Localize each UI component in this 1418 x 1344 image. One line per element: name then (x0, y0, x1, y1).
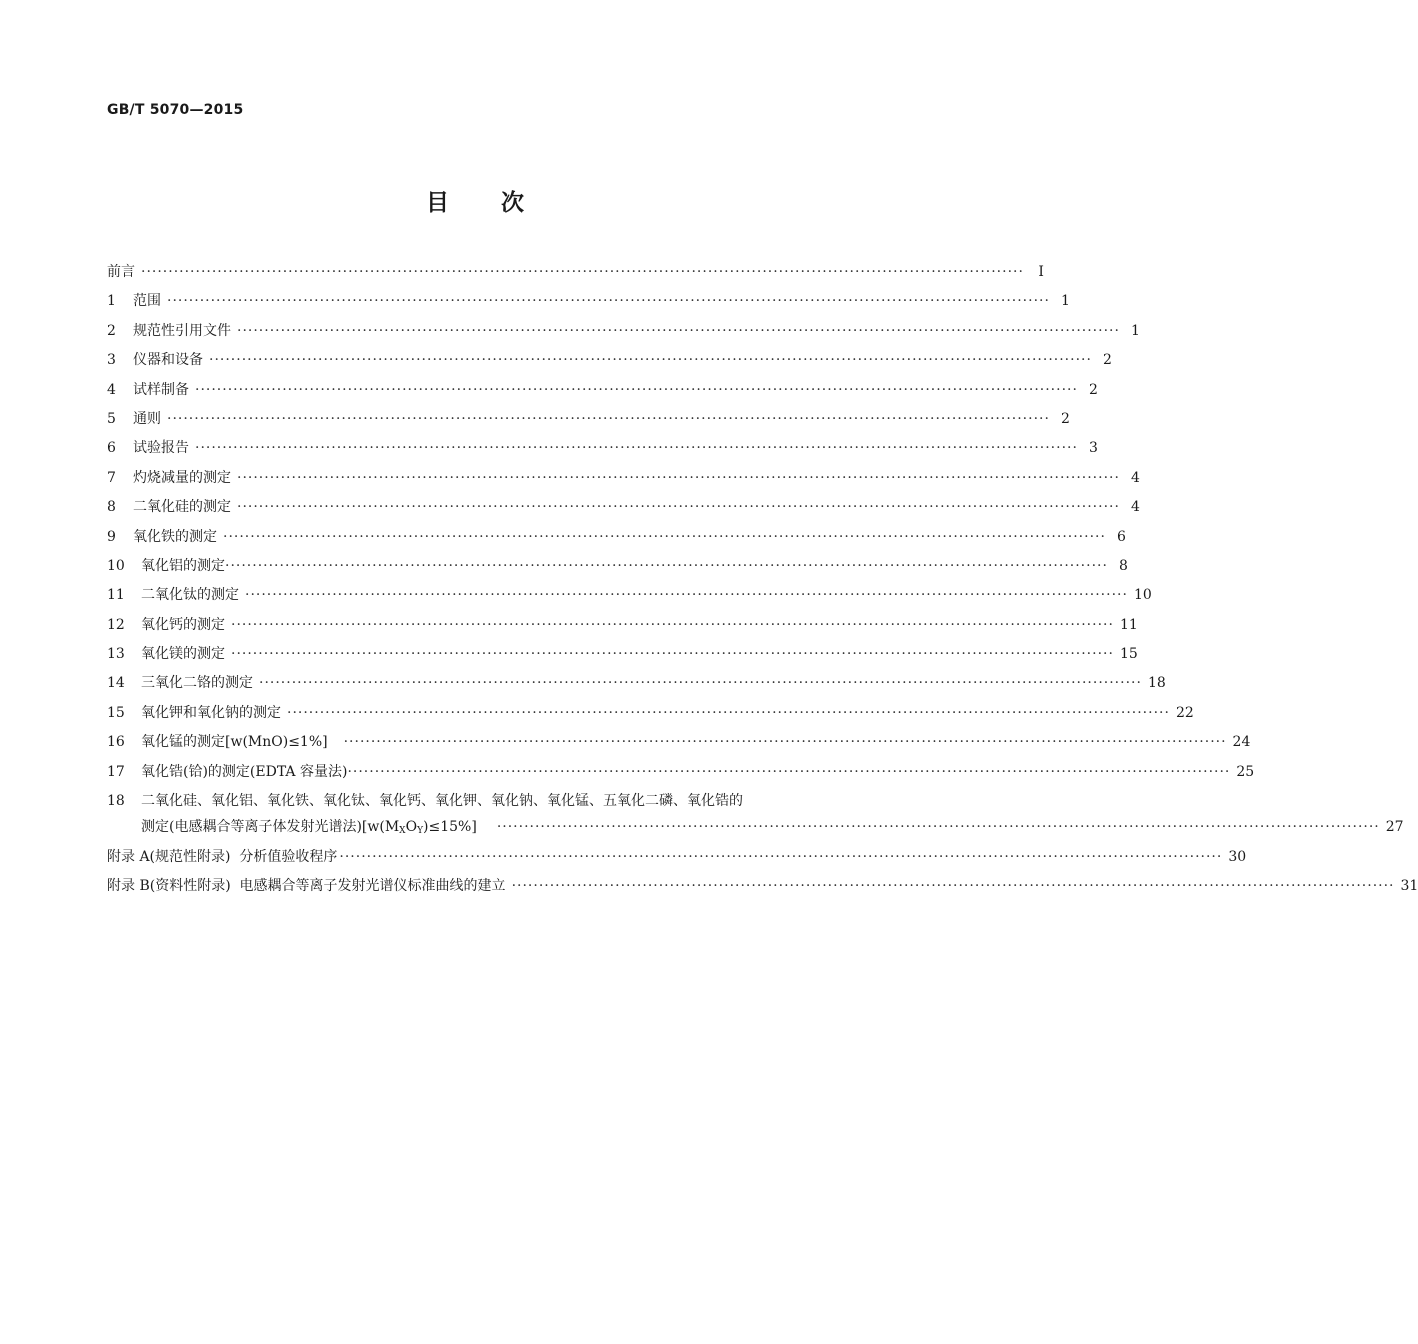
leader-dots: ·································································································································································· (167, 293, 1050, 310)
toc-page-number: 3 (1089, 440, 1098, 457)
toc-entry-text: 氧化铁的测定 (133, 528, 217, 545)
toc-text-part: )≤15%] (423, 819, 477, 836)
toc-entry-number: 1 (107, 293, 116, 310)
toc-entry[interactable] (107, 555, 1128, 584)
toc-entry[interactable] (107, 672, 1166, 701)
toc-entry-text-line2 (141, 816, 477, 836)
toc-entry-label (107, 526, 217, 546)
toc-entry-text: 试验报告 (133, 440, 189, 457)
table-of-contents (107, 261, 1418, 905)
toc-entry-label (107, 584, 239, 604)
toc-entry-text: 氧化锰的测定[w(MnO)≤1%] (141, 734, 328, 751)
subscript-y: Y (417, 826, 424, 837)
leader-dots: ·································································································································································· (225, 557, 1108, 574)
toc-entry-number: 11 (107, 587, 125, 604)
toc-entry-number: 13 (107, 646, 125, 663)
toc-entry-text: 氧化钾和氧化钠的测定 (141, 704, 281, 721)
toc-entry[interactable] (107, 761, 1255, 790)
toc-entry-number: 16 (107, 734, 125, 751)
toc-entry-label (107, 555, 225, 575)
toc-entry[interactable] (107, 496, 1140, 525)
leader-dots: ·································································································································································· (259, 675, 1142, 692)
toc-entry-label (107, 761, 347, 781)
toc-entry-label (107, 496, 231, 516)
toc-page-number: 11 (1119, 616, 1138, 633)
toc-entry[interactable] (107, 320, 1140, 349)
toc-page-number: 18 (1147, 675, 1166, 692)
leader-dots: ·································································································································································· (141, 264, 1024, 280)
toc-entry-label (107, 408, 161, 428)
toc-entry-label (107, 731, 328, 751)
toc-entry-number: 7 (107, 469, 116, 486)
toc-page-number: 2 (1061, 410, 1070, 427)
toc-page-number: 24 (1232, 734, 1251, 751)
toc-entry-label (107, 349, 203, 369)
toc-entry-number: 18 (107, 793, 125, 810)
toc-entry-text-line1: 二氧化硅、氧化铝、氧化铁、氧化钛、氧化钙、氧化钾、氧化钠、氧化锰、五氧化二磷、氧化锆的 (141, 793, 743, 810)
toc-text-part: 测定(电感耦合等离子体发射光谱法)[w(M (141, 819, 400, 836)
toc-entry-text: 二氧化钛的测定 (141, 587, 239, 604)
toc-entry-label (107, 467, 231, 487)
toc-entry-appendix-a[interactable] (107, 846, 1247, 875)
toc-entry-number: 8 (107, 499, 116, 516)
leader-dots: ·································································································································································· (195, 381, 1078, 398)
toc-page-number: 6 (1117, 528, 1126, 545)
toc-entry-label: 前言 (107, 264, 135, 280)
toc-entry[interactable] (107, 526, 1126, 555)
toc-entry-text: 氧化钙的测定 (141, 616, 225, 633)
toc-page-number: 4 (1131, 469, 1140, 486)
toc-entry-number: 14 (107, 675, 125, 692)
toc-entry-multiline[interactable] (107, 790, 1404, 846)
toc-page-number: 25 (1236, 763, 1255, 780)
toc-entry[interactable] (107, 467, 1140, 496)
leader-dots: ·································································································································································· (347, 763, 1231, 780)
leader-dots: ·································································································································································· (343, 734, 1227, 751)
toc-page-number: 15 (1119, 646, 1138, 663)
toc-entry-text: 氧化铝的测定 (141, 557, 225, 574)
leader-dots: ·································································································································································· (245, 587, 1128, 604)
toc-entry-number: 17 (107, 763, 125, 780)
toc-entry-number: 10 (107, 557, 125, 574)
leader-dots: ·································································································································································· (237, 469, 1120, 486)
toc-entry-text: 氧化锆(铪)的测定(EDTA 容量法) (141, 763, 348, 780)
toc-entry-number: 2 (107, 322, 116, 339)
toc-entry-label (107, 437, 189, 457)
toc-page-number: 10 (1133, 587, 1152, 604)
toc-entry-foreword[interactable] (107, 261, 1044, 290)
toc-entry-text: 三氧化二铬的测定 (141, 675, 253, 692)
toc-entry[interactable] (107, 379, 1098, 408)
toc-entry-number: 5 (107, 410, 116, 427)
toc-page-number: 22 (1175, 704, 1194, 721)
toc-entry-text: 规范性引用文件 (133, 322, 231, 339)
toc-entry[interactable] (107, 349, 1112, 378)
toc-entry-text: 灼烧减量的测定 (133, 469, 231, 486)
toc-entry-text: 范围 (133, 293, 161, 310)
toc-entry[interactable] (107, 731, 1251, 760)
leader-dots: ·································································································································································· (496, 819, 1380, 836)
toc-page-number: 2 (1089, 381, 1098, 398)
leader-dots: ·································································································································································· (209, 352, 1092, 369)
toc-entry-label (107, 702, 281, 722)
toc-text-part: O (405, 819, 418, 836)
toc-page-number: 1 (1131, 322, 1140, 339)
subscript-x: X (399, 826, 406, 837)
toc-entry[interactable] (107, 614, 1138, 643)
toc-entry-text: 氧化镁的测定 (141, 646, 225, 663)
toc-entry-text: 试样制备 (133, 381, 189, 398)
toc-entry-number: 12 (107, 616, 125, 633)
toc-entry-text: 仪器和设备 (133, 352, 203, 369)
toc-entry[interactable] (107, 437, 1098, 466)
toc-entry-label (107, 320, 231, 340)
toc-entry-label (107, 290, 161, 310)
leader-dots: ·································································································································································· (237, 499, 1120, 516)
toc-entry-label (107, 672, 253, 692)
leader-dots: ·································································································································································· (231, 646, 1114, 663)
toc-entry[interactable] (107, 584, 1152, 613)
toc-entry-text: 通则 (133, 410, 161, 427)
toc-page-number: 8 (1119, 557, 1128, 574)
toc-page-number: 1 (1061, 293, 1070, 310)
leader-dots: ·································································································································································· (511, 878, 1395, 895)
toc-entry-label: 附录 A(规范性附录) 分析值验收程序 (107, 849, 338, 866)
toc-page-number: 4 (1131, 499, 1140, 516)
toc-page-number: 31 (1400, 878, 1418, 895)
leader-dots: ·································································································································································· (223, 528, 1106, 545)
leader-dots: ·································································································································································· (287, 704, 1170, 721)
leader-dots: ·································································································································································· (339, 849, 1223, 866)
toc-entry[interactable] (107, 643, 1138, 672)
toc-entry[interactable] (107, 408, 1070, 437)
toc-entry-text: 二氧化硅的测定 (133, 499, 231, 516)
toc-entry-number: 9 (107, 528, 116, 545)
toc-entry-number: 6 (107, 440, 116, 457)
toc-entry-appendix-b[interactable] (107, 875, 1418, 904)
leader-dots: ·································································································································································· (237, 322, 1120, 339)
leader-dots: ·································································································································································· (167, 410, 1050, 427)
leader-dots: ·································································································································································· (231, 616, 1114, 633)
toc-entry-label (107, 643, 225, 663)
toc-entry-label: 附录 B(资料性附录) 电感耦合等离子发射光谱仪标准曲线的建立 (107, 878, 506, 895)
toc-page-number: 30 (1228, 849, 1247, 866)
toc-entry-number: 15 (107, 704, 125, 721)
toc-entry[interactable] (107, 290, 1070, 319)
toc-entry-label (107, 379, 189, 399)
page-title: 目 次 (425, 190, 524, 216)
toc-page-number: 2 (1103, 352, 1112, 369)
toc-entry-label (107, 614, 225, 634)
toc-page-number: Ⅰ (1038, 264, 1044, 280)
toc-page-number: 27 (1385, 819, 1404, 836)
leader-dots: ·································································································································································· (195, 440, 1078, 457)
toc-entry-number: 4 (107, 381, 116, 398)
standard-number: GB/T 5070—2015 (107, 102, 244, 118)
toc-entry[interactable] (107, 702, 1194, 731)
toc-entry-number: 3 (107, 352, 116, 369)
